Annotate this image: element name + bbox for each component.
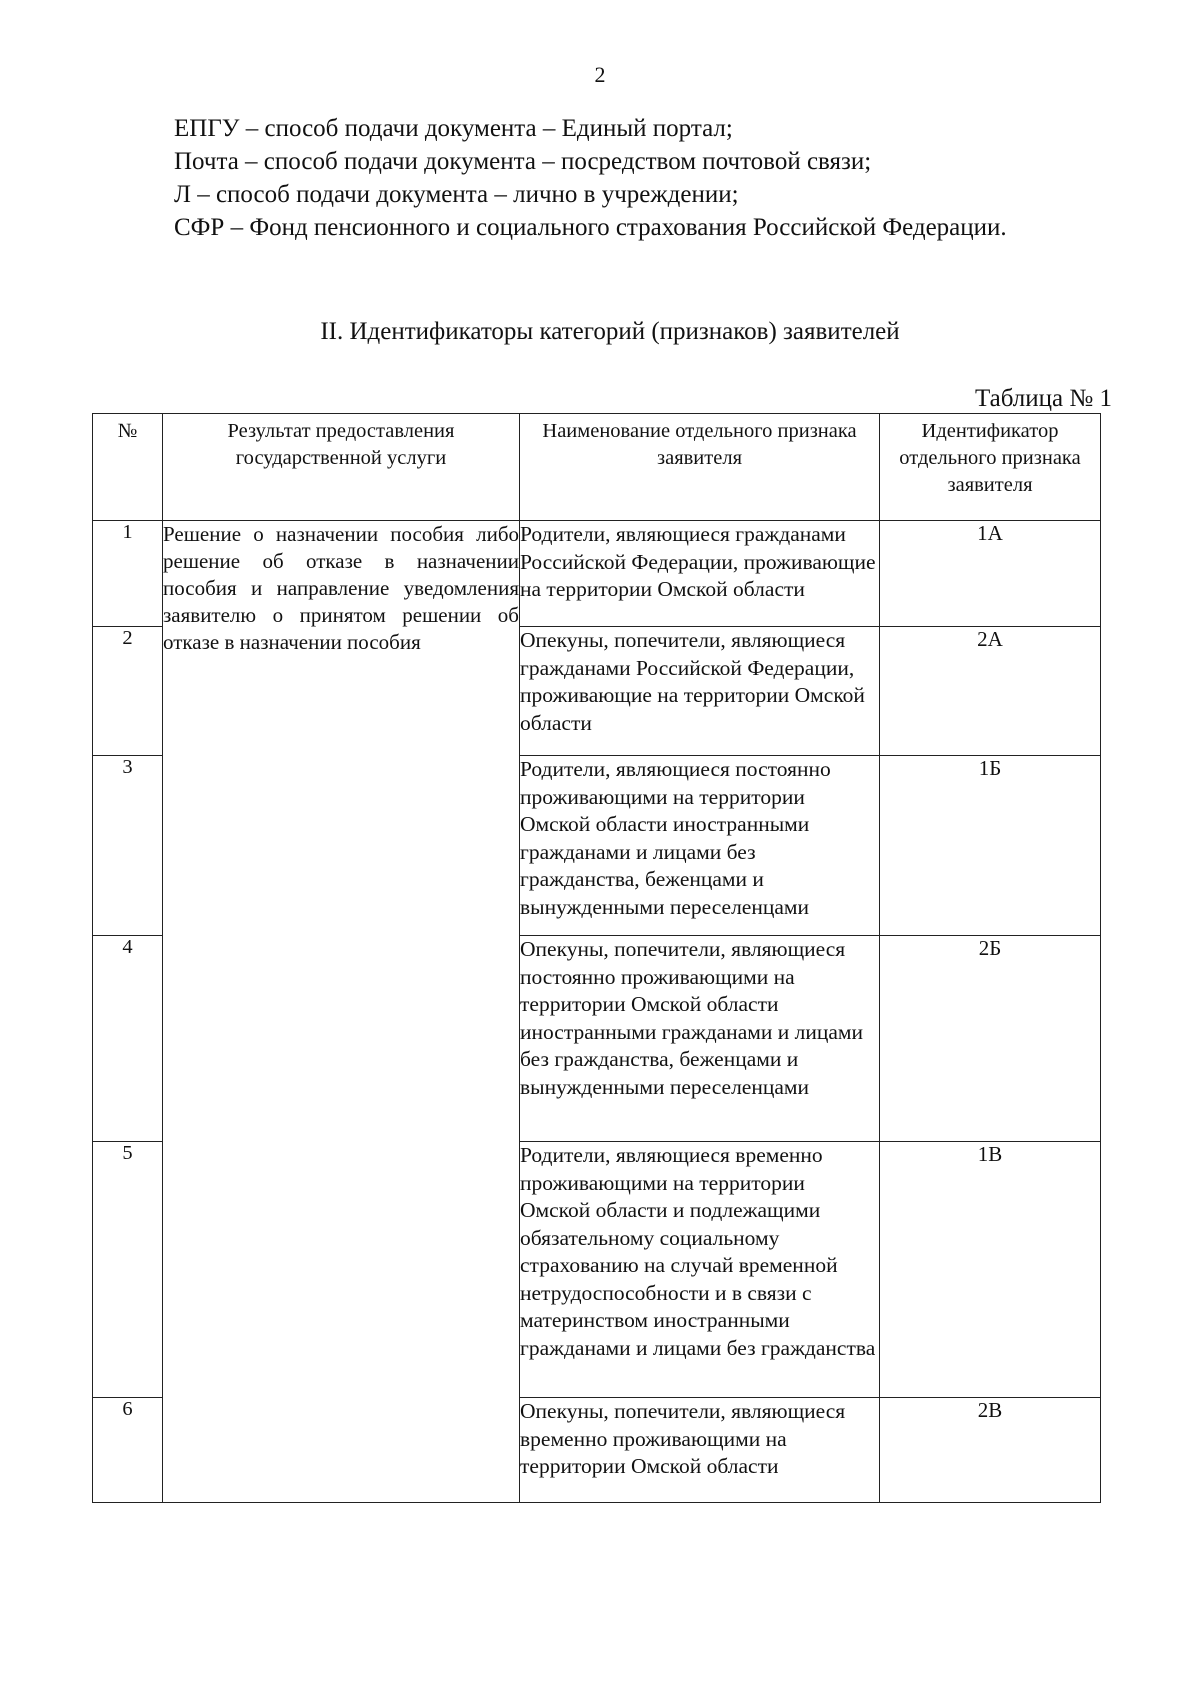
- table-row: [93, 521, 1101, 627]
- row-identifier: 2В: [880, 1398, 1101, 1503]
- row-identifier: 1А: [880, 521, 1101, 627]
- header-name: Наименование отдельного признака заявителя: [520, 414, 880, 521]
- row-identifier: 1Б: [880, 756, 1101, 936]
- row-number: 5: [93, 1142, 163, 1398]
- row-number: 6: [93, 1398, 163, 1503]
- row-number: 4: [93, 936, 163, 1142]
- definitions-list: [106, 112, 1106, 244]
- row-number: 2: [93, 627, 163, 756]
- row-number: 1: [93, 521, 163, 627]
- header-identifier: Идентификатор отдельного признака заявителя: [880, 414, 1101, 521]
- row-name: Опекуны, попечители, являющиеся гражданами Российской Федерации, проживающие на территории Омской области: [520, 627, 880, 756]
- row-name: Родители, являющиеся временно проживающими на территории Омской области и подлежащими обязательному социальному страхованию на случай временной нетрудоспособности и в связи с материнством иностранными гражданами и лицами без гражданства: [520, 1142, 880, 1398]
- header-number: №: [93, 414, 163, 521]
- row-identifier: 2Б: [880, 936, 1101, 1142]
- definition-personal: Л – способ подачи документа – лично в учреждении;: [174, 181, 739, 208]
- definition-epgu: ЕПГУ – способ подачи документа – Единый портал;: [174, 115, 733, 142]
- result-description: Решение о назначении пособия либо решение об отказе в назначении пособия и направление уведомления заявителю о принятом решении об отказе в назначении пособия: [163, 521, 520, 1503]
- page-number: 2: [594, 62, 606, 87]
- section-title: II. Идентификаторы категорий (признаков) заявителей: [320, 318, 900, 345]
- row-number: 3: [93, 756, 163, 936]
- definition-sfr: СФР – Фонд пенсионного и социального страхования Российской Федерации.: [174, 214, 1007, 241]
- row-name: Опекуны, попечители, являющиеся временно проживающими на территории Омской области: [520, 1398, 880, 1503]
- table-caption: Таблица № 1: [974, 385, 1112, 412]
- header-result: Результат предоставления государственной услуги: [163, 414, 520, 521]
- table-header-row: [93, 414, 1101, 521]
- row-name: Родители, являющиеся гражданами Российской Федерации, проживающие на территории Омской области: [520, 521, 880, 627]
- applicant-categories-table: [92, 413, 1101, 1503]
- row-identifier: 1В: [880, 1142, 1101, 1398]
- row-name: Опекуны, попечители, являющиеся постоянно проживающими на территории Омской области иностранными гражданами и лицами без гражданства, беженцами и вынужденными переселенцами: [520, 936, 880, 1142]
- definition-post: Почта – способ подачи документа – посредством почтовой связи;: [174, 148, 872, 175]
- row-identifier: 2А: [880, 627, 1101, 756]
- row-name: Родители, являющиеся постоянно проживающими на территории Омской области иностранными гражданами и лицами без гражданства, беженцами и вынужденными переселенцами: [520, 756, 880, 936]
